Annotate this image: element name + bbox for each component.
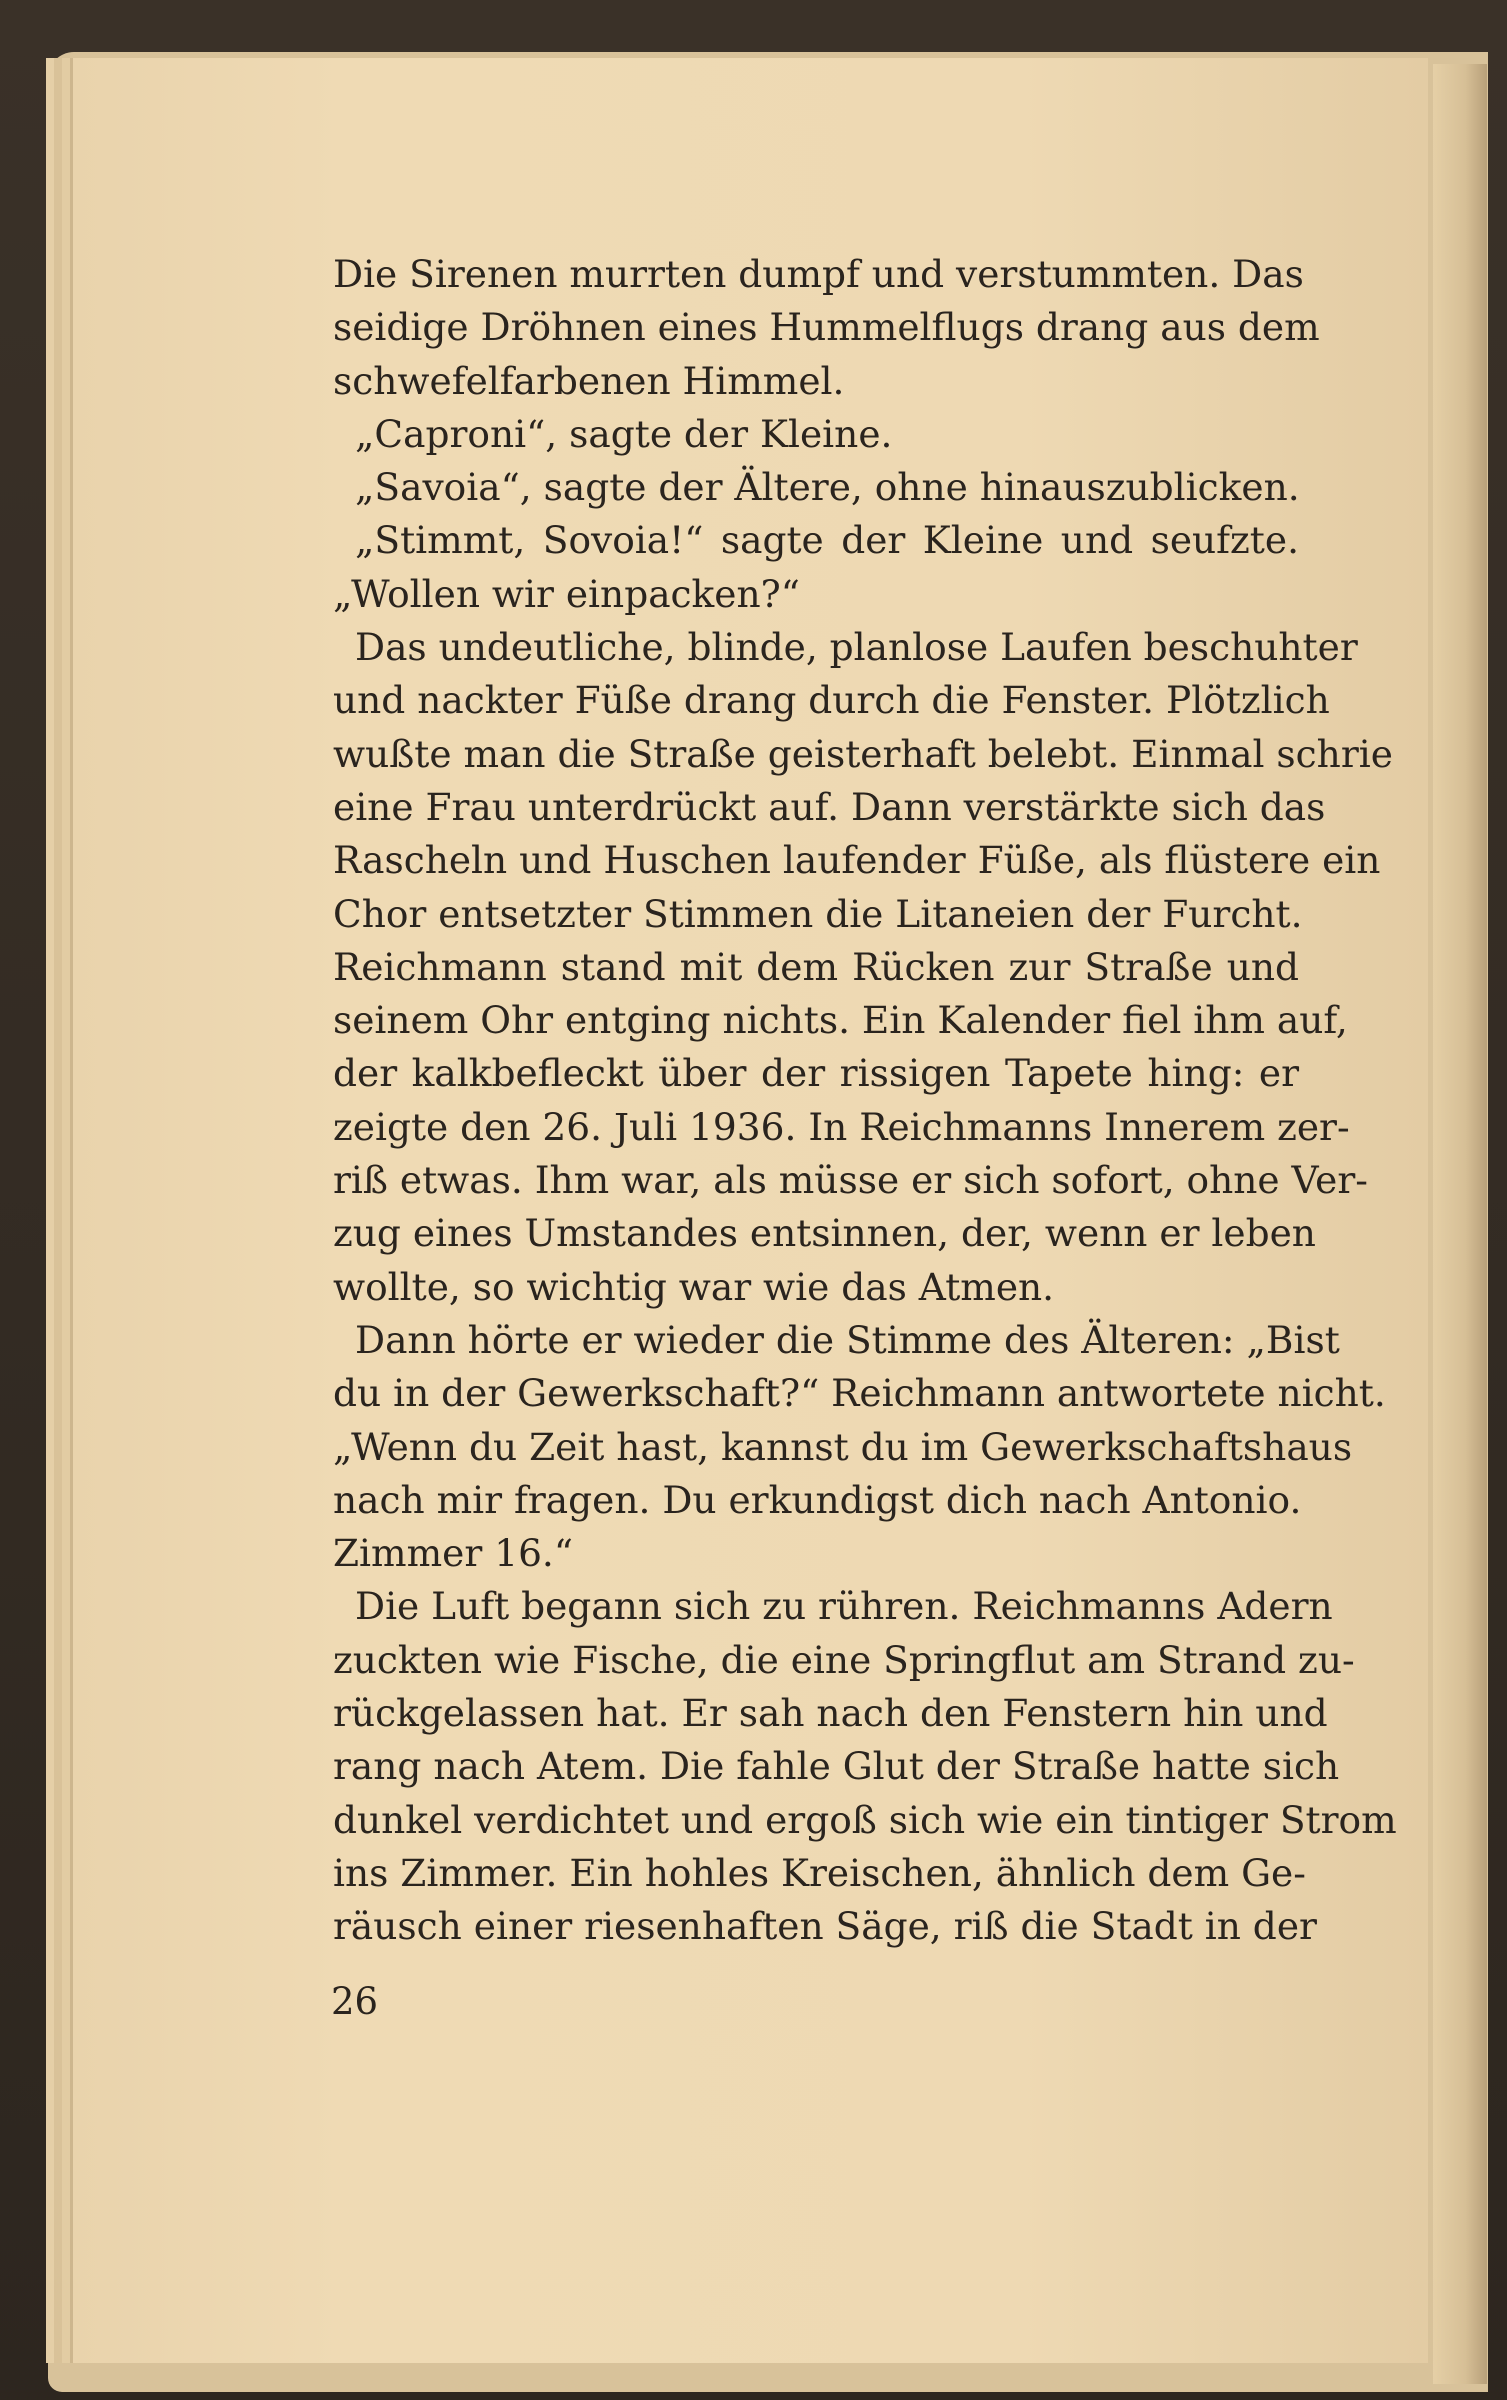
text-line: wollte, so wichtig war wie das Atmen. [333,1264,1055,1309]
text-line: Das undeutliche, blinde, planlose Laufen beschuhter [355,625,1358,670]
text-line: rang nach Atem. Die fahle Glut der Straße hatte sich [333,1744,1340,1789]
text-line: zuckten wie Fische, die eine Springflut am Strand zu- [333,1637,1355,1682]
text-line: Rascheln und Huschen laufender Füße, als flüstere ein [333,838,1381,883]
text-line: zeigte den 26. Juli 1936. In Reichmanns Innerem zer- [333,1104,1350,1149]
text-line: Chor entsetzter Stimmen die Litaneien der Furcht. [333,891,1303,936]
text-line: Dann hörte er wieder die Stimme des Älteren: „Bist [355,1317,1340,1362]
text-line: räusch einer riesenhaften Säge, riß die Stadt in der [333,1904,1317,1949]
text-line: zug eines Umstandes entsinnen, der, wenn er leben [333,1211,1316,1256]
text-line: „Wollen wir einpacken?“ [333,571,800,616]
page-edge [1433,64,1487,2384]
text-line: dunkel verdichtet und ergoß sich wie ein tintiger Strom [333,1797,1397,1842]
page-number: 26 [331,1980,379,2023]
text-line: „Caproni“, sagte der Kleine. [355,411,893,456]
text-line: der kalkbefleckt über der rissigen Tapete hing: er [333,1051,1299,1096]
text-line: „Savoia“, sagte der Ältere, ohne hinauszublicken. [355,465,1300,510]
text-line: wußte man die Straße geisterhaft belebt. Einmal schrie [333,731,1393,776]
text-line: Die Sirenen murrten dumpf und verstummten. Das [333,252,1304,296]
text-line: Zimmer 16.“ [333,1531,574,1576]
text-line: „Wenn du Zeit hast, kannst du im Gewerkschaftshaus [333,1424,1353,1469]
text-line: Reichmann stand mit dem Rücken zur Straße und [333,944,1299,989]
text-line: seinem Ohr entging nichts. Ein Kalender fiel ihm auf, [333,998,1348,1043]
text-line: du in der Gewerkschaft?“ Reichmann antwortete nicht. [333,1371,1386,1416]
text-line: und nackter Füße drang durch die Fenster. Plötzlich [333,678,1330,723]
text-line: schwefelfarbenen Himmel. [333,358,845,403]
body-text [333,248,1397,1954]
text-line: seidige Dröhnen eines Hummelflugs drang aus dem [333,305,1320,350]
text-line: rückgelassen hat. Er sah nach den Fenstern hin und [333,1691,1328,1736]
text-line: „Stimmt, Sovoia!“ sagte der Kleine und seufzte. [355,518,1299,563]
text-line: Die Luft begann sich zu rühren. Reichmanns Adern [355,1584,1333,1629]
text-line: eine Frau unterdrückt auf. Dann verstärkte sich das [333,784,1326,829]
text-line: nach mir fragen. Du erkundigst dich nach Antonio. [333,1477,1302,1522]
text-line: ins Zimmer. Ein hohles Kreischen, ähnlich dem Ge- [333,1850,1306,1895]
text-line: riß etwas. Ihm war, als müsse er sich sofort, ohne Ver- [333,1158,1368,1203]
